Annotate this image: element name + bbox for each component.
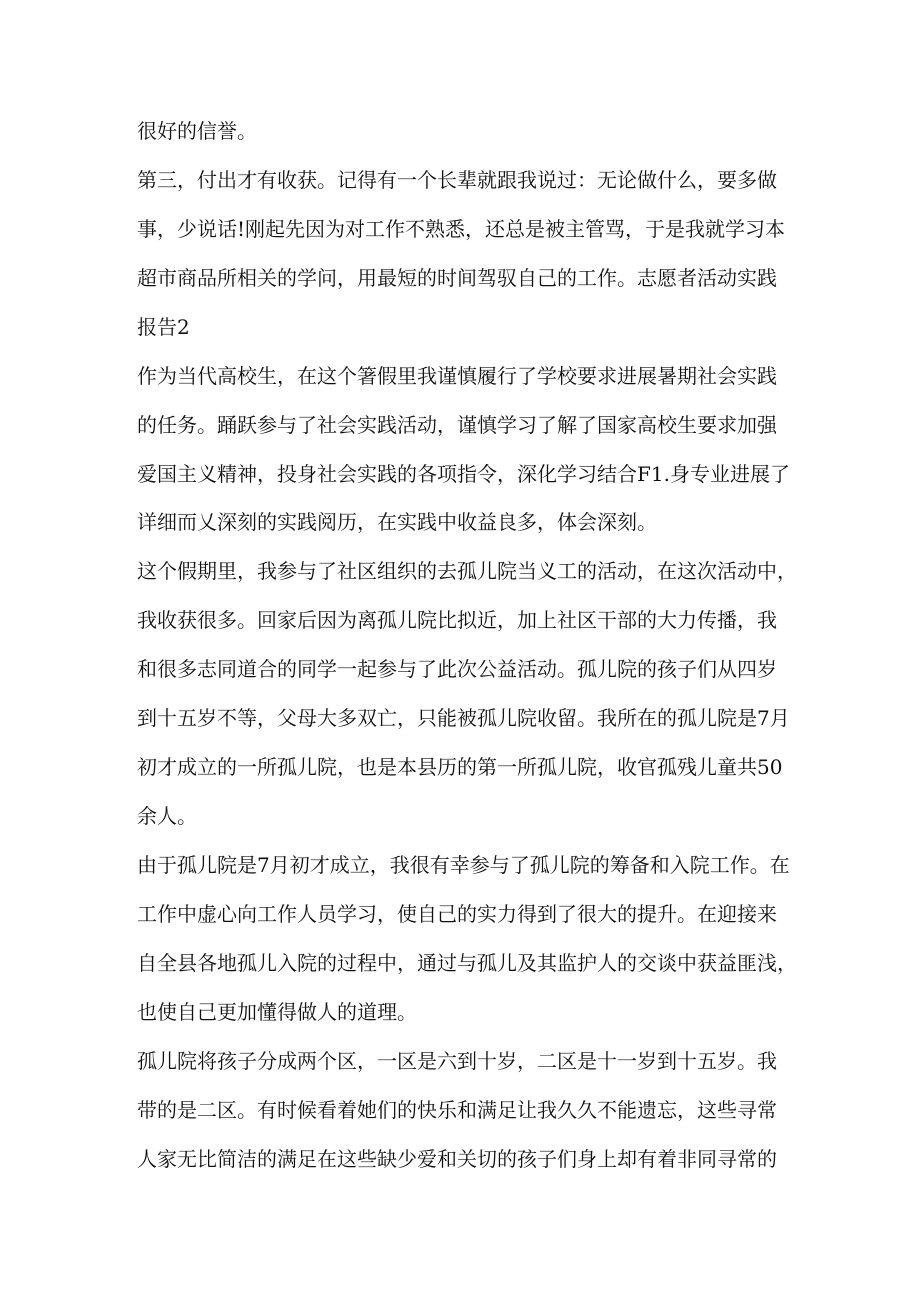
text-line: 超市商品所相关的学问，用最短的时间驾驭自己的工作。志愿者活动实践 [137, 266, 777, 290]
text-line: 到十五岁不等，父母大多双亡，只能被孤儿院收留。我所在的孤儿院是7月 [137, 706, 790, 730]
text-line: 带的是二区。有时候看着她们的快乐和满足让我久久不能遗忘，这些寻常 [137, 1098, 777, 1122]
text-line: 自全县各地孤儿入院的过程中，通过与孤儿及其监护人的交谈中获益匪浅， [137, 951, 797, 975]
text-line: 工作中虚心向工作人员学习，使自己的实力得到了很大的提升。在迎接来 [137, 902, 777, 926]
text-line: 事，少说话!刚起先因为对工作不熟悉，还总是被主管骂，于是我就学习本 [137, 217, 786, 241]
text-line: 这个假期里，我参与了社区组织的去孤儿院当义工的活动，在这次活动中， [137, 559, 797, 583]
text-line: 报告2 [137, 315, 190, 339]
text-line: 第三，付出才有收获。记得有一个长辈就跟我说过：无论做什么，要多做 [137, 168, 777, 192]
text-line: 也使自己更加懂得做人的道理。 [137, 1000, 417, 1024]
text-line: 作为当代高校生，在这个箸假里我谨慎履行了学校要求进展暑期社会实践 [137, 364, 777, 388]
text-line: 孤儿院将孩子分成两个区，一区是六到十岁，二区是十一岁到十五岁。我 [137, 1049, 777, 1073]
text-line: 人家无比简洁的满足在这些缺少爱和关切的孩子们身上却有着非同寻常的 [137, 1147, 777, 1171]
text-line: 详细而乂深刻的实践阅历，在实践中收益良多，体会深刻。 [137, 510, 657, 534]
text-line: 余人。 [137, 804, 197, 828]
text-line: 爱国主义精神，投身社会实践的各项指令，深化学习结合F1.身专业进展了 [137, 462, 790, 486]
text-line: 由于孤儿院是7月初才成立，我很有幸参与了孤儿院的筹备和入院工作。在 [137, 853, 790, 877]
text-line: 初才成立的一所孤儿院，也是本县历的第一所孤儿院，收官孤残儿童共50 [137, 755, 783, 779]
text-line: 的任务。踊跃参与了社会实践活动，谨慎学习了解了国家高校生要求加强 [137, 413, 777, 437]
text-line: 很好的信誉。 [137, 119, 257, 143]
text-line: 和很多志同道合的同学一起参与了此次公益活动。孤儿院的孩子们从四岁 [137, 657, 777, 681]
text-line: 我收获很多。回家后因为离孤儿院比拟近，加上社区干部的大力传播，我 [137, 608, 777, 632]
